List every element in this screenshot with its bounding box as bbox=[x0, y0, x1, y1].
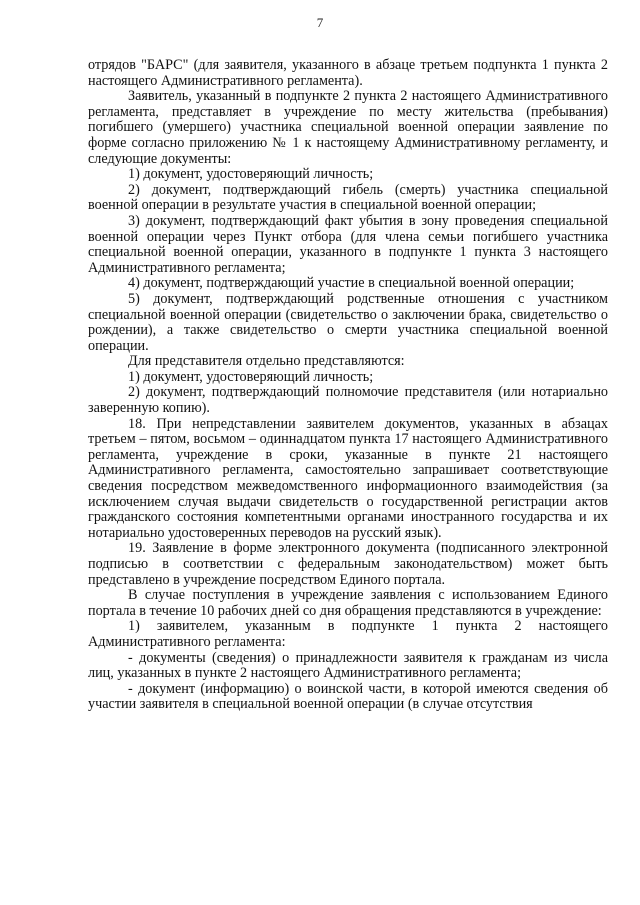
paragraph-unified-portal: В случае поступления в учреждение заявления с использованием Единого портала в течение 10 рабочих дней со дня обращения представляются в учреждение: bbox=[88, 587, 608, 619]
list-item-applicant-subpoint-1: 1) заявителем, указанным в подпункте 1 пункта 2 настоящего Административного регламента: bbox=[88, 618, 608, 650]
paragraph-continuation-bars: отрядов "БАРС" (для заявителя, указанного в абзаце третьем подпункта 1 пункта 2 настоящего Административного регламента). bbox=[88, 57, 608, 89]
document-body bbox=[88, 58, 608, 713]
list-item-representative-authority: 2) документ, подтверждающий полномочие представителя (или нотариально заверенную копию). bbox=[88, 384, 608, 417]
list-item-participation-document: 4) документ, подтверждающий участие в специальной военной операции; bbox=[128, 275, 575, 292]
paragraph-representative-heading: Для представителя отдельно представляются: bbox=[128, 353, 405, 370]
list-item-representative-identity: 1) документ, удостоверяющий личность; bbox=[128, 368, 374, 385]
list-item-departure-document: 3) документ, подтверждающий факт убытия в зону проведения специальной военной операции через Пункт отбора (для члена семьи погибшего участника специальной военной операции, указанного в подпункте 1 пункта 3 настоящего Административного регламента; bbox=[88, 212, 608, 276]
paragraph-item-18: 18. При непредставлении заявителем документов, указанных в абзацах третьем – пятом, восьмом – одиннадцатом пункта 17 настоящего Административного регламента, учреждение в сроки, указанные в пункте 21 настоящего Административного регламента, самостоятельно запрашивает соответствующие сведения посредством межведомственного информационного взаимодействия (за исключением случая выдачи свидетельств о государственной регистрации актов гражданского состояния компетентными органами иностранного государства и их нотариально удостоверенных переводов на русский язык). bbox=[88, 415, 608, 541]
dash-item-military-unit-document: - документ (информацию) о воинской части, в которой имеются сведения об участии заявителя в специальной военной операции (в случае отсутствия bbox=[88, 680, 608, 713]
dash-item-affiliation-documents: - документы (сведения) о принадлежности заявителя к гражданам из числа лиц, указанных в пункте 2 настоящего Административного регламента; bbox=[88, 649, 608, 682]
list-item-death-document: 2) документ, подтверждающий гибель (смерть) участника специальной военной операции в результате участия в специальной военной операции; bbox=[88, 181, 608, 214]
list-item-identity-document: 1) документ, удостоверяющий личность; bbox=[128, 166, 374, 183]
list-item-kinship-document: 5) документ, подтверждающий родственные отношения с участником специальной военной операции (свидетельство о заключении брака, свидетельство о рождении), а также свидетельство о смерти участника специальной военной операции. bbox=[88, 290, 608, 354]
page-number: 7 bbox=[316, 15, 324, 30]
paragraph-item-19: 19. Заявление в форме электронного документа (подписанного электронной подписью в соответствии с федеральным законодательством) может быть представлено в учреждение посредством Единого портала. bbox=[88, 540, 608, 588]
paragraph-applicant-subpoint-2: Заявитель, указанный в подпункте 2 пункта 2 настоящего Административного регламента, представляет в учреждение по месту жительства (пребывания) погибшего (умершего) участника специальной военной операции заявление по форме согласно приложению № 1 к настоящему Административному регламенту, и следующие документы: bbox=[88, 88, 608, 167]
